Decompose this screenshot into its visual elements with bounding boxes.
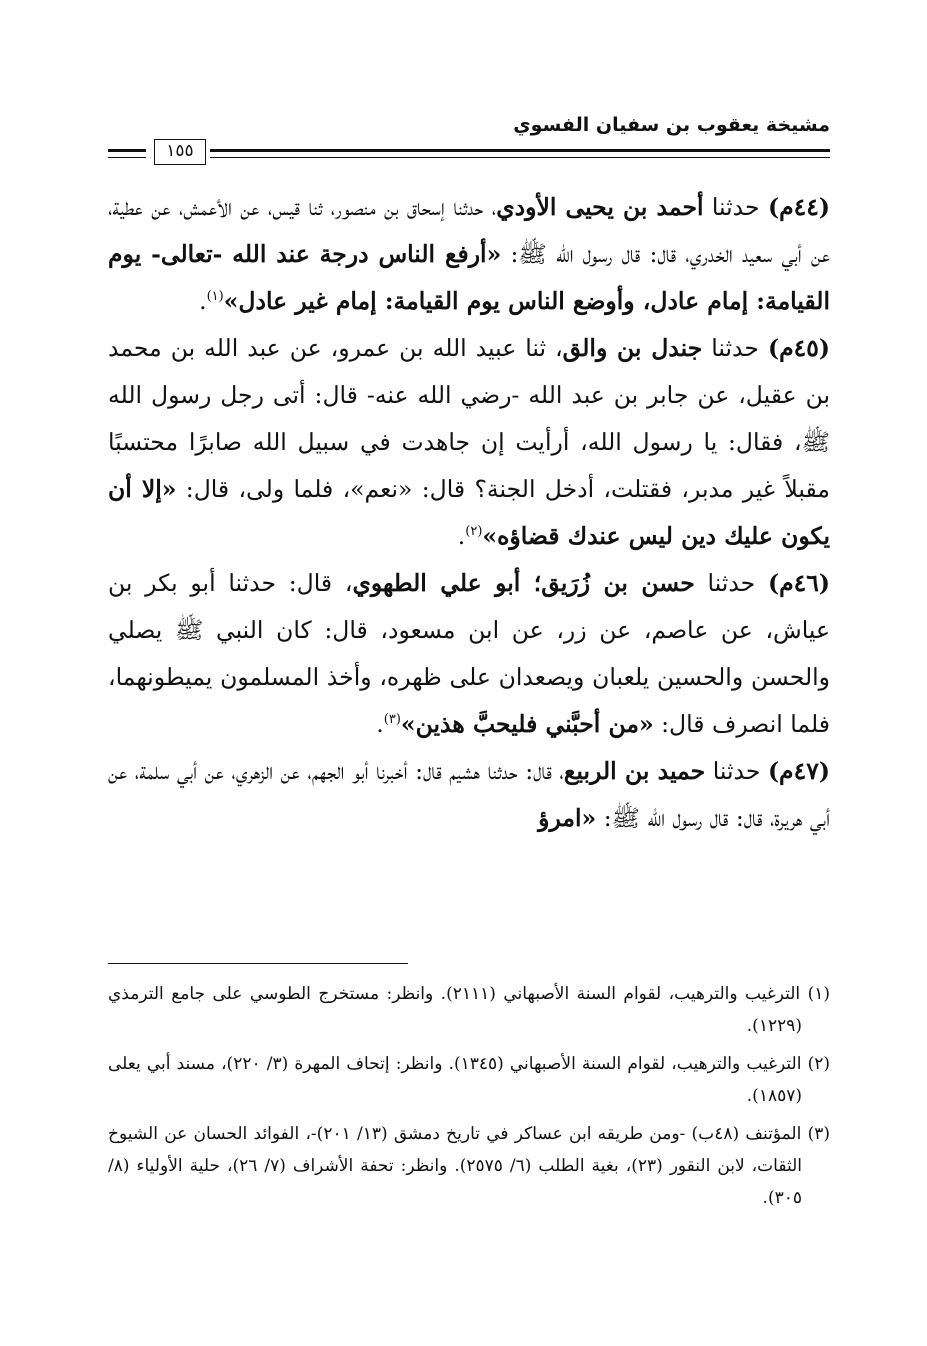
- text: ، قال: حدثنا هشيم قال: أخبرنا أبو الجهم، عن الزهري، عن أبي سلمة، عن أبي هريرة، قال: قال رسول الله ﷺ:: [108, 757, 830, 832]
- footnote-ref: (٣): [383, 712, 401, 728]
- header-rule: [210, 149, 830, 158]
- narrator-name: حسن بن زُرَيق؛ أبو علي الطهوي: [352, 569, 695, 597]
- footnote-ref: (١): [206, 289, 224, 305]
- hadith-number: (٤٦م): [767, 569, 830, 597]
- text: .: [376, 710, 384, 738]
- text: حدثنا: [705, 757, 761, 785]
- main-text: [108, 184, 830, 842]
- header-rule-left: [108, 149, 146, 158]
- narrator-name: حميد بن الربيع: [563, 757, 706, 785]
- text: ، حدثنا إسحاق بن منصور، ثنا قيس، عن الأعمش، عن عطية، عن أبي سعيد الخدري، قال: قال رسول الله ﷺ:: [108, 193, 831, 268]
- text: حدثنا: [694, 569, 756, 597]
- hadith-45: [108, 325, 830, 560]
- hadith-quote: «امرؤ: [538, 804, 597, 832]
- page-header: [108, 112, 830, 172]
- footnote-3: (٣) المؤتنف (٤٨ب) -ومن طريقه ابن عساكر في تاريخ دمشق (١٣/ ٢٠١)-، الفوائد الحسان عن الشيوخ الثقات، لابن النقور (٢٣)، بغية الطلب (٦/ ٢٥٧٥). وانظر: تحفة الأشراف (٧/ ٢٦)، حلية الأولياء (٨/ ٣٠٥).: [108, 1124, 831, 1208]
- hadith-47: [108, 748, 830, 842]
- hadith-number: (٤٥م): [767, 334, 830, 362]
- footnotes: [108, 978, 830, 1220]
- text: .: [199, 287, 207, 315]
- footnote-1: (١) الترغيب والترهيب، لقوام السنة الأصبهاني (٢١١١). وانظر: مستخرج الطوسي على جامع الترمذي (١٢٢٩).: [108, 984, 830, 1036]
- footnote-2: (٢) الترغيب والترهيب، لقوام السنة الأصبهاني (١٣٤٥). وانظر: إتحاف المهرة (٣/ ٢٢٠)، مسند أبي يعلى (١٨٥٧).: [108, 1054, 830, 1106]
- text: حدثنا: [703, 193, 760, 221]
- hadith-number: (٤٧م): [767, 757, 830, 785]
- text: ، قال: حدثنا أبو بكر بن عياش، عن عاصم، عن زر، عن ابن مسعود، قال: كان النبي ﷺ يصلي والحسن والحسين يلعبان ويصعدان على ظهره، وأخذ المسلمون يميطونهما، فلما انصرف قال:: [108, 569, 830, 738]
- hadith-44: [108, 184, 830, 325]
- book-page: [108, 112, 830, 842]
- text: حدثنا: [702, 334, 759, 362]
- page-number: ١٥٥: [154, 139, 206, 165]
- hadith-quote: «من أحبَّني فليحبَّ هذين»: [400, 710, 654, 738]
- footnote-ref: (٢): [465, 524, 483, 540]
- hadith-quote: «أرفع الناس درجة عند الله -تعالى- يوم القيامة: إمام عادل، وأوضع الناس يوم القيامة: إمام غير عادل»: [108, 240, 830, 315]
- footnote-separator: [108, 963, 408, 964]
- narrator-name: أحمد بن يحيى الأودي: [496, 193, 704, 221]
- running-title: مشيخة يعقوب بن سفيان الفسوي: [513, 114, 830, 136]
- text: ، ثنا عبيد الله بن عمرو، عن عبد الله بن محمد بن عقيل، عن جابر بن عبد الله -رضي الله عنه- قال: أتى رجل رسول الله ﷺ، فقال: يا رسول الله، أرأيت إن جاهدت في سبيل الله صابرًا محتسبًا مقبلاً غير مدبر، فقتلت، أدخل الجنة؟ قال: «نعم»، فلما ولى، قال:: [108, 334, 831, 503]
- hadith-quote: «إلا أن يكون عليك دين ليس عندك قضاؤه»: [108, 475, 830, 550]
- text: .: [457, 522, 466, 550]
- hadith-number: (٤٤م): [767, 193, 831, 221]
- hadith-46: [108, 560, 830, 748]
- narrator-name: جندل بن والق: [562, 334, 703, 362]
